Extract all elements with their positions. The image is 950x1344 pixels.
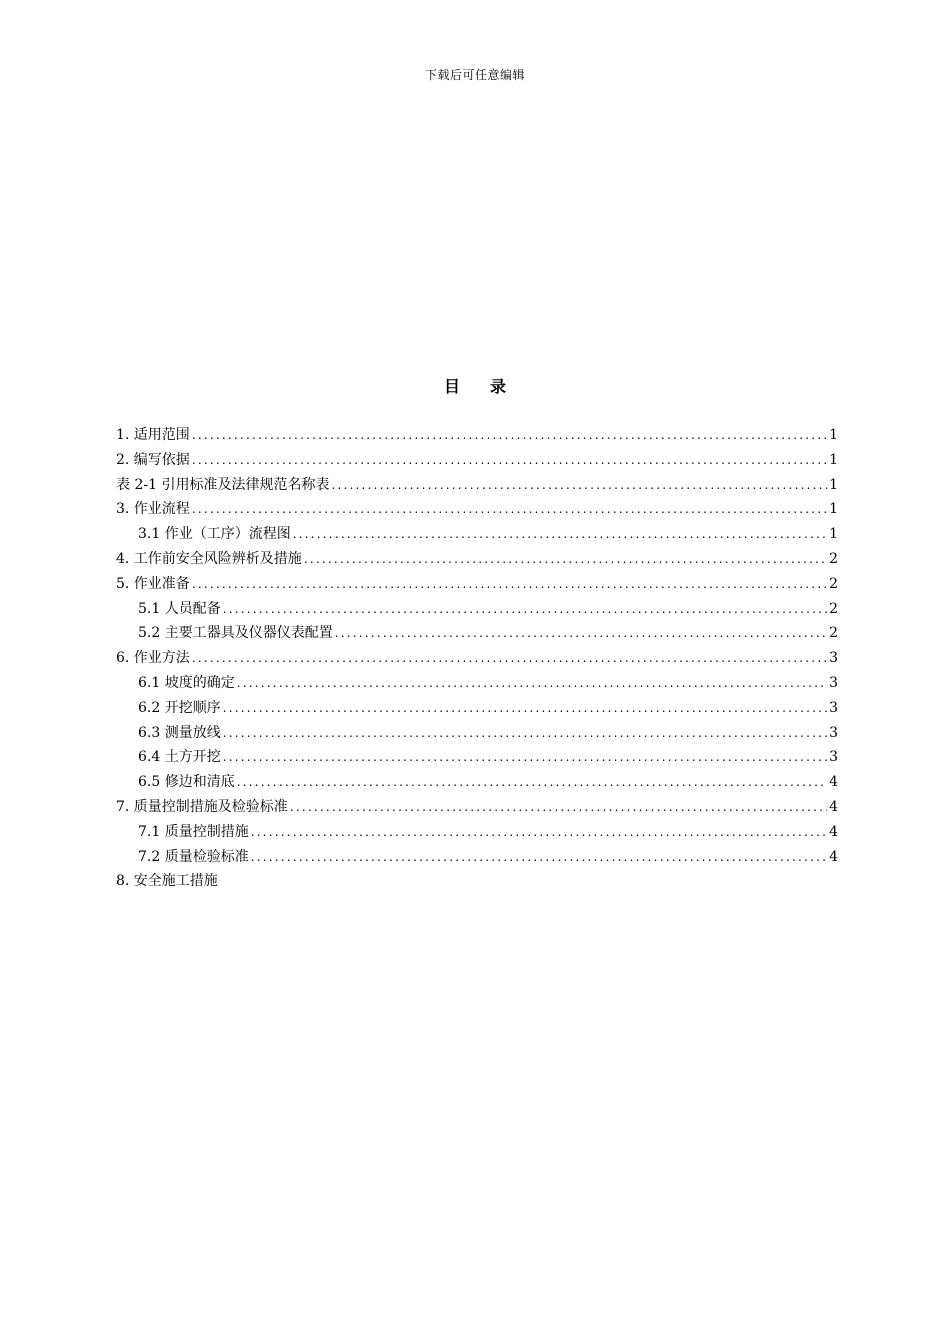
toc-leader [237, 671, 827, 696]
toc-entry-label: 3. 作业流程 [116, 501, 190, 518]
toc-entry-6-5[interactable] [116, 770, 838, 795]
toc-entry-label: 6.1 坡度的确定 [138, 674, 235, 691]
toc-entry-3[interactable] [116, 497, 838, 522]
toc-entry-5-2[interactable] [116, 621, 838, 646]
toc-leader [331, 473, 827, 498]
toc-entry-1[interactable] [116, 423, 838, 448]
toc-entry-page: 2 [829, 625, 838, 642]
toc-title-part1: 目 [443, 377, 460, 396]
toc-entry-label: 1. 适用范围 [116, 427, 190, 443]
toc-entry-8[interactable] [116, 869, 838, 894]
toc-entry-page: 3 [829, 724, 838, 741]
toc-leader [192, 448, 827, 473]
toc-entry-label: 5.1 人员配备 [138, 600, 221, 617]
toc-entry-page: 4 [829, 798, 838, 815]
toc-entry-page: 3 [829, 749, 838, 766]
toc-entry-label: 6.2 开挖顺序 [138, 699, 221, 716]
toc-entry-label: 表 2-1 引用标准及法律规范名称表 [116, 476, 330, 493]
toc-entry-5-1[interactable] [116, 597, 838, 622]
toc-leader [192, 423, 827, 448]
toc-entry-6-4[interactable] [116, 745, 838, 770]
toc-entry-page: 3 [829, 674, 838, 691]
toc-entry-label: 7. 质量控制措施及检验标准 [116, 798, 288, 815]
toc-entry-label: 3.1 作业（工序）流程图 [138, 526, 291, 543]
toc-entry-4[interactable] [116, 547, 838, 572]
toc-entry-page: 2 [829, 550, 838, 567]
toc-entry-page: 1 [829, 476, 838, 493]
toc-leader [192, 646, 827, 671]
toc-entry-label: 5. 作业准备 [116, 575, 190, 592]
toc-entry-5[interactable] [116, 572, 838, 597]
toc-entry-7-2[interactable] [116, 845, 838, 870]
toc-entry-6-3[interactable] [116, 721, 838, 746]
toc-leader [251, 820, 827, 845]
toc-leader [192, 497, 827, 522]
toc-title [0, 374, 950, 397]
toc-entry-label: 6.3 测量放线 [138, 724, 221, 741]
toc-entry-3-1[interactable] [116, 522, 838, 547]
toc-entry-label: 5.2 主要工器具及仪器仪表配置 [138, 625, 333, 642]
toc-entry-page: 1 [829, 427, 838, 443]
toc-entry-page: 4 [829, 848, 838, 865]
toc-leader [223, 696, 827, 721]
toc-leader [304, 547, 827, 572]
toc-entry-label: 6.5 修边和清底 [138, 774, 235, 791]
toc-entry-page: 2 [829, 575, 838, 592]
toc-leader [223, 721, 827, 746]
header-note: 下载后可任意编辑 [424, 68, 525, 82]
toc-entry-6-1[interactable] [116, 671, 838, 696]
toc-leader [237, 770, 827, 795]
toc-entry-page: 3 [829, 650, 838, 667]
toc-entry-label: 4. 工作前安全风险辨析及措施 [116, 550, 302, 567]
toc-entry-6[interactable] [116, 646, 838, 671]
toc-entry-page: 2 [829, 600, 838, 617]
toc-leader [335, 621, 827, 646]
table-of-contents [116, 423, 838, 894]
toc-entry-label: 6. 作业方法 [116, 650, 190, 667]
toc-leader [251, 845, 827, 870]
toc-entry-page: 4 [829, 774, 838, 791]
toc-entry-label: 7.2 质量检验标准 [138, 848, 249, 865]
toc-entry-page: 4 [829, 823, 838, 840]
toc-entry-7-1[interactable] [116, 820, 838, 845]
toc-entry-label: 7.1 质量控制措施 [138, 823, 249, 840]
toc-entry-page: 1 [829, 451, 838, 468]
toc-entry-label: 2. 编写依据 [116, 451, 190, 468]
toc-entry-label: 8. 安全施工措施 [116, 873, 218, 890]
toc-entry-6-2[interactable] [116, 696, 838, 721]
toc-leader [223, 745, 827, 770]
toc-entry-page: 1 [829, 501, 838, 518]
toc-leader [192, 572, 827, 597]
toc-entry-label: 6.4 土方开挖 [138, 749, 221, 766]
toc-leader [223, 597, 827, 622]
toc-leader [293, 522, 827, 547]
toc-entry-2[interactable] [116, 448, 838, 473]
toc-entry-page: 1 [829, 526, 838, 543]
toc-title-part2: 录 [490, 377, 507, 396]
toc-leader [290, 795, 827, 820]
toc-entry-page: 3 [829, 699, 838, 716]
toc-entry-7[interactable] [116, 795, 838, 820]
toc-entry-table-2-1[interactable] [116, 473, 838, 498]
